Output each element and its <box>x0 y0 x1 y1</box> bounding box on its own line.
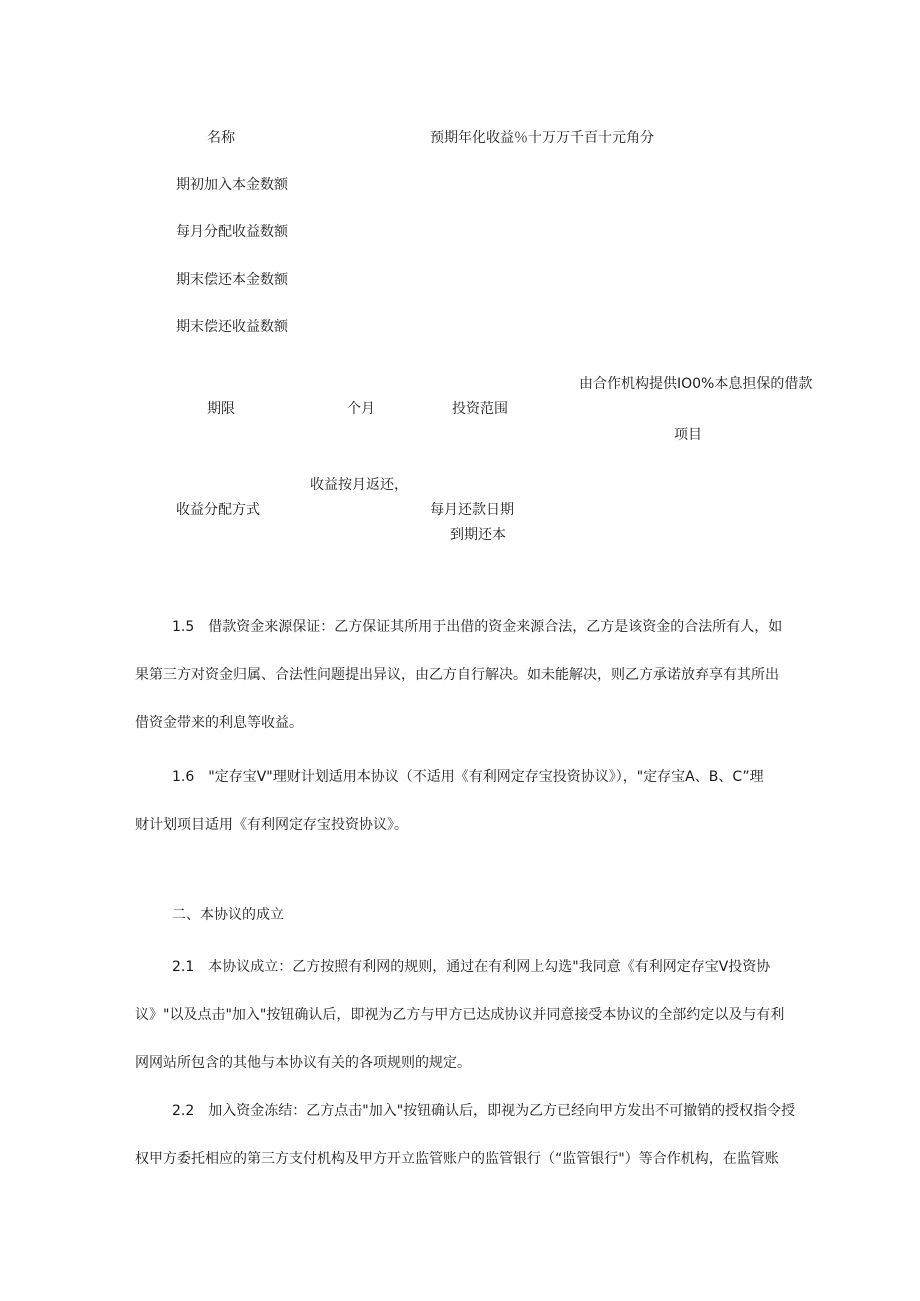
paragraph-line: 网网站所包含的其他与本协议有关的各项规则的规定。 <box>135 1055 471 1071</box>
repay-date-label: 每月还款日期 <box>430 502 514 518</box>
paragraph-line: 1.5 借款资金来源保证：乙方保证其所用于出借的资金来源合法，乙方是该资金的合法所有人，如 <box>172 619 783 635</box>
scope-value-line2: 项目 <box>674 427 702 443</box>
paragraph-2-1 <box>135 958 825 1072</box>
paragraph-line: 权甲方委托相应的第三方支付机构及甲方开立监管账户的监管银行（“监管银行"）等合作机构，在监管账 <box>135 1151 779 1167</box>
scope-value-line1: 由合作机构提供IO0%本息担保的借款 <box>579 376 813 392</box>
table-header-name: 名称 <box>207 130 235 146</box>
dist-method-value-line1: 收益按月返还， <box>310 477 408 493</box>
table-row-label: 每月分配收益数额 <box>176 224 288 240</box>
paragraph-line: 1.6 "定存宝V"理财计划适用本协议（不适用《有利网定存宝投资协议》），"定存宝A、B、C”理 <box>172 769 764 785</box>
term-unit: 个月 <box>347 401 375 417</box>
paragraph-line: 议》"以及点击"加入"按钮确认后，即视为乙方与甲方已达成协议并同意接受本协议的全部约定以及与有利 <box>135 1007 785 1023</box>
table-row-label: 期末偿还收益数额 <box>176 319 288 335</box>
paragraph-line: 财计划项目适用《有利网定存宝投资协议》。 <box>135 817 408 833</box>
section-heading: 二、本协议的成立 <box>172 907 284 923</box>
paragraph-1-6 <box>135 768 825 834</box>
paragraph-line: 2.1 本协议成立：乙方按照有利网的规则，通过在有利网上勾选"我同意《有利网定存宝V投资协 <box>172 959 771 975</box>
dist-method-label: 收益分配方式 <box>176 502 260 518</box>
paragraph-line: 果第三方对资金归属、合法性问题提出异议，由乙方自行解决。如未能解决，则乙方承诺放弃享有其所出 <box>135 667 779 683</box>
paragraph-line: 2.2 加入资金冻结：乙方点击"加入"按钮确认后，即视为乙方已经向甲方发出不可撤销的授权指令授 <box>172 1103 796 1119</box>
table-row-label: 期末偿还本金数额 <box>176 272 288 288</box>
paragraph-2-2 <box>135 1102 825 1168</box>
term-label: 期限 <box>207 401 235 417</box>
scope-label: 投资范围 <box>452 401 508 417</box>
table-row-label: 期初加入本金数额 <box>176 177 288 193</box>
paragraph-line: 借资金带来的利息等收益。 <box>135 715 303 731</box>
paragraph-1-5 <box>135 618 825 732</box>
dist-method-value-line2: 到期还本 <box>450 527 506 543</box>
table-header-yield: 预期年化收益％十万万千百十元角分 <box>430 130 654 146</box>
